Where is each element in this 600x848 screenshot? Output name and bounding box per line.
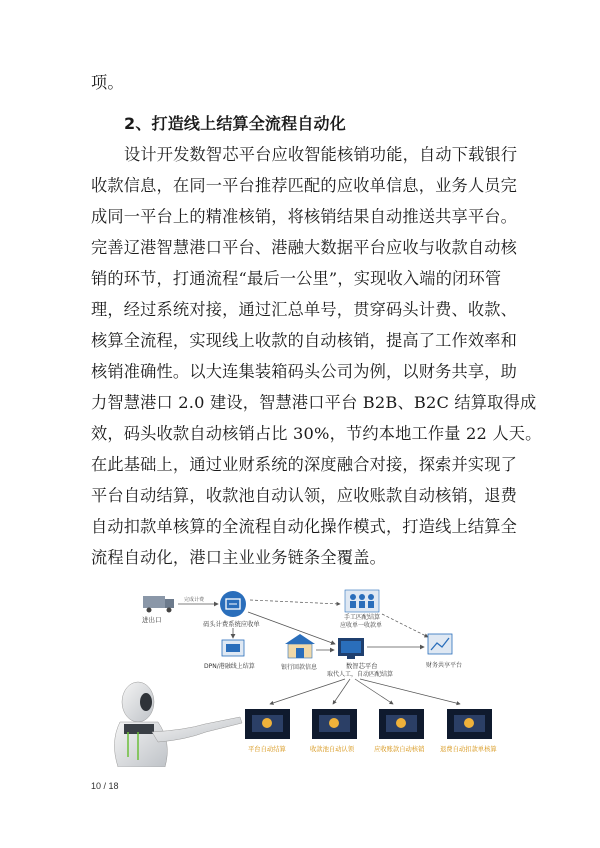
bank-label: 银行回款信息 xyxy=(281,664,318,671)
shared-label: 财务共享平台 xyxy=(426,662,463,669)
output-label: 退费自动扣款单核算 xyxy=(440,746,497,753)
flow-arrow xyxy=(360,679,460,704)
manual-label-1: 手工匹配结算 xyxy=(344,614,381,621)
terminal-billing-icon xyxy=(220,591,246,617)
body-line: 效，码头收款自动核销占比 30%，节约本地工作量 22 人天。 xyxy=(91,424,542,443)
output-tile xyxy=(312,709,357,739)
body-line: 自动扣款单核算的全流程自动化操作模式，打造线上结算全 xyxy=(91,517,518,536)
body-line: 销的环节，打通流程“最后一公里”，实现收入端的闭环管 xyxy=(91,269,502,288)
arrow-label: 完成计费 xyxy=(184,597,205,603)
flow-arrow xyxy=(270,679,345,704)
bank-icon xyxy=(285,634,315,658)
body-line: 核算全流程，实现线上收款的自动核销，提高了工作效率和 xyxy=(91,331,518,350)
truck-label: 进出口 xyxy=(142,616,162,624)
body-line: 成同一平台上的精准核销，将核销结果自动推送共享平台。 xyxy=(91,207,518,226)
body-line: 力智慧港口 2.0 建设，智慧港口平台 B2B、B2C 结算取得成 xyxy=(91,393,537,412)
terminal-label: 码头计费系统应收单 xyxy=(203,621,260,628)
output-tile xyxy=(379,709,424,739)
flow-arrow xyxy=(382,614,428,637)
body-line: 设计开发数智芯平台应收智能核销功能，自动下载银行 xyxy=(124,145,518,164)
flow-arrow xyxy=(248,612,335,644)
output-label: 平台自动结算 xyxy=(248,746,286,753)
body-line: 完善辽港智慧港口平台、港融大数据平台应收与收款自动核 xyxy=(91,238,518,257)
flow-arrow xyxy=(333,679,350,704)
flow-arrow xyxy=(250,600,340,604)
platform-label-1: 数智芯平台 xyxy=(346,663,378,670)
body-line: 收款信息，在同一平台推荐匹配的应收单信息，业务人员完 xyxy=(91,176,518,195)
body-line: 理，经过系统对接，通过汇总单号，贯穿码头计费、收款、 xyxy=(91,300,518,319)
dpn-computer-icon xyxy=(222,640,244,656)
platform-label-2: 取代人工，自动匹配结算 xyxy=(327,671,394,678)
body-line: 流程自动化，港口主业业务链条全覆盖。 xyxy=(91,548,386,567)
settlement-flow-diagram xyxy=(0,582,600,767)
output-label: 收款池自动认领 xyxy=(310,746,355,753)
body-line: 平台自动结算，收款池自动认领，应收账款自动核销，退费 xyxy=(91,486,518,505)
dpn-label: DPN/港融线上结算 xyxy=(204,663,255,670)
manual-label-2: 应收单一收款单 xyxy=(340,622,383,629)
people-icon xyxy=(345,590,379,612)
output-tile xyxy=(447,709,492,739)
section-heading: 2、打造线上结算全流程自动化 xyxy=(124,114,346,133)
output-tile xyxy=(245,709,290,739)
truck-icon xyxy=(143,596,174,613)
page-number: 10 / 18 xyxy=(91,781,119,791)
body-line: 在此基础上，通过业财系统的深度融合对接，探索并实现了 xyxy=(91,455,518,474)
body-line: 项。 xyxy=(91,73,124,92)
shared-platform-chart-icon xyxy=(428,634,452,654)
body-line: 核销准确性。以大连集装箱码头公司为例，以财务共享，助 xyxy=(91,362,518,381)
output-label: 应收账款自动核销 xyxy=(374,746,425,753)
platform-computer-icon xyxy=(338,638,364,659)
robot-illustration xyxy=(114,682,242,767)
